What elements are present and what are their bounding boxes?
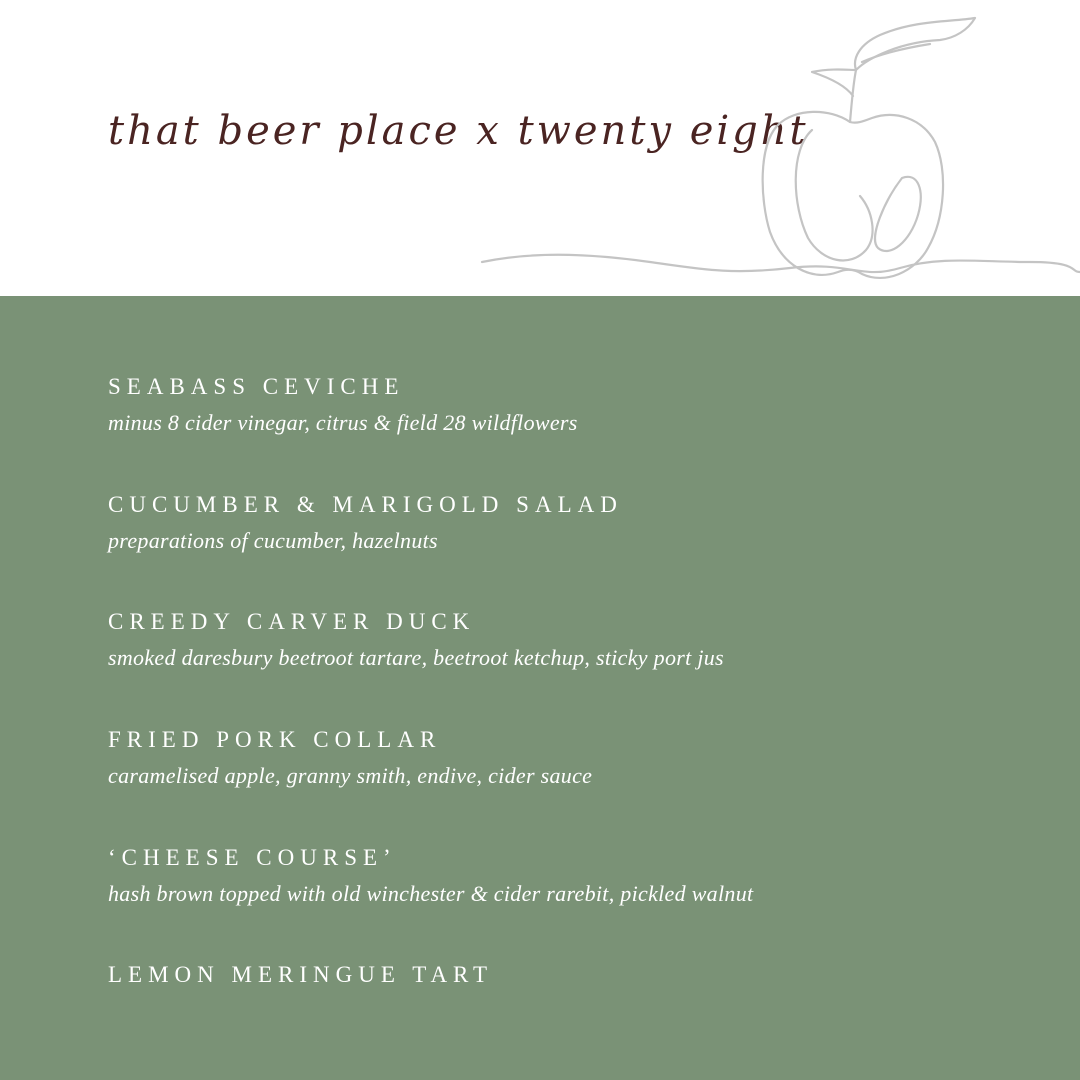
- course-item: [108, 490, 1048, 556]
- course-name: LEMON MERINGUE TART: [108, 962, 494, 987]
- course-name: CREEDY CARVER DUCK: [108, 609, 476, 634]
- course-item: [108, 725, 1048, 791]
- course-description: caramelised apple, granny smith, endive, cider sauce: [108, 763, 593, 788]
- page-title: that beer place x twenty eight: [108, 108, 809, 154]
- course-name: FRIED PORK COLLAR: [108, 727, 442, 752]
- course-description: hash brown topped with old winchester & cider rarebit, pickled walnut: [108, 881, 754, 906]
- course-name: SEABASS CEVICHE: [108, 374, 405, 399]
- course-description: smoked daresbury beetroot tartare, beetroot ketchup, sticky port jus: [108, 645, 724, 670]
- course-item: [108, 843, 1048, 909]
- course-name: ‘CHEESE COURSE’: [108, 845, 397, 870]
- menu-body: [0, 296, 1080, 1080]
- course-item: [108, 372, 1048, 438]
- course-name: CUCUMBER & MARIGOLD SALAD: [108, 492, 623, 517]
- course-item: [108, 607, 1048, 673]
- apple-line-drawing-icon: [470, 0, 1080, 296]
- menu-header: [0, 0, 1080, 296]
- course-item: [108, 960, 1048, 990]
- course-description: minus 8 cider vinegar, citrus & field 28 wildflowers: [108, 410, 578, 435]
- course-description: preparations of cucumber, hazelnuts: [108, 528, 438, 553]
